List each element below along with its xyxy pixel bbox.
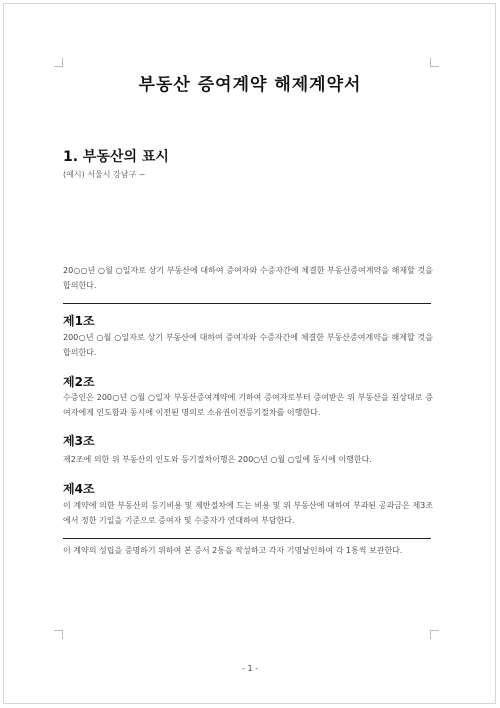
article-2-text: 수증인은 200○년 ○월 ○일자 부동산증여계약에 기하여 증여자로부터 증여받은 위 부동산을 원상대로 증여자에게 인도함과 동시에 이전된 명의로 소유권이전등기절차를 이행한다.	[63, 393, 433, 417]
document-title: 부동산 증여계약 해제계약서	[138, 75, 362, 95]
section-heading-property: 1. 부동산의 표시	[63, 149, 169, 165]
closing-paragraph: 이 계약의 성립을 증명하기 위하여 본 증서 2통을 작성하고 각자 기명날인하여 각 1통씩 보관한다.	[63, 546, 403, 555]
divider-top	[63, 303, 431, 304]
article-4-heading: 제4조	[63, 482, 95, 496]
crop-mark-top-left	[54, 58, 63, 67]
article-4-text: 이 계약에 의한 부동산의 등기비용 및 제반절차에 드는 비용 및 위 부동산에 대하여 부과된 공과금은 제3조에서 정한 기일을 기준으로 증여자 및 수증자가 연대하여 부담한다.	[63, 501, 433, 525]
divider-bottom	[63, 538, 431, 539]
article-1-heading: 제1조	[63, 314, 95, 328]
article-3-heading: 제3조	[63, 434, 95, 448]
intro-paragraph: 20○○년 ○월 ○일자로 상기 부동산에 대하여 증여자와 수증자간에 체결한 부동산증여계약을 해제할 것을 합의한다.	[63, 266, 433, 290]
article-2-heading: 제2조	[63, 375, 95, 389]
article-1-text: 200○년 ○월 ○일자로 상기 부동산에 대하여 증여자와 수증자간에 체결한 부동산증여계약을 해제할 것을 합의한다.	[63, 333, 433, 357]
article-3-text: 제2조에 의한 위 부동산의 인도와 등기절차이행은 200○년 ○월 ○일에 동시에 이행한다.	[63, 455, 372, 464]
page-number: - 1 -	[242, 664, 258, 673]
property-example-text: (예시) 서울시 강남구 ~	[63, 170, 146, 179]
crop-mark-top-right	[430, 58, 439, 67]
crop-mark-bottom-left	[54, 630, 63, 639]
crop-mark-bottom-right	[430, 630, 439, 639]
